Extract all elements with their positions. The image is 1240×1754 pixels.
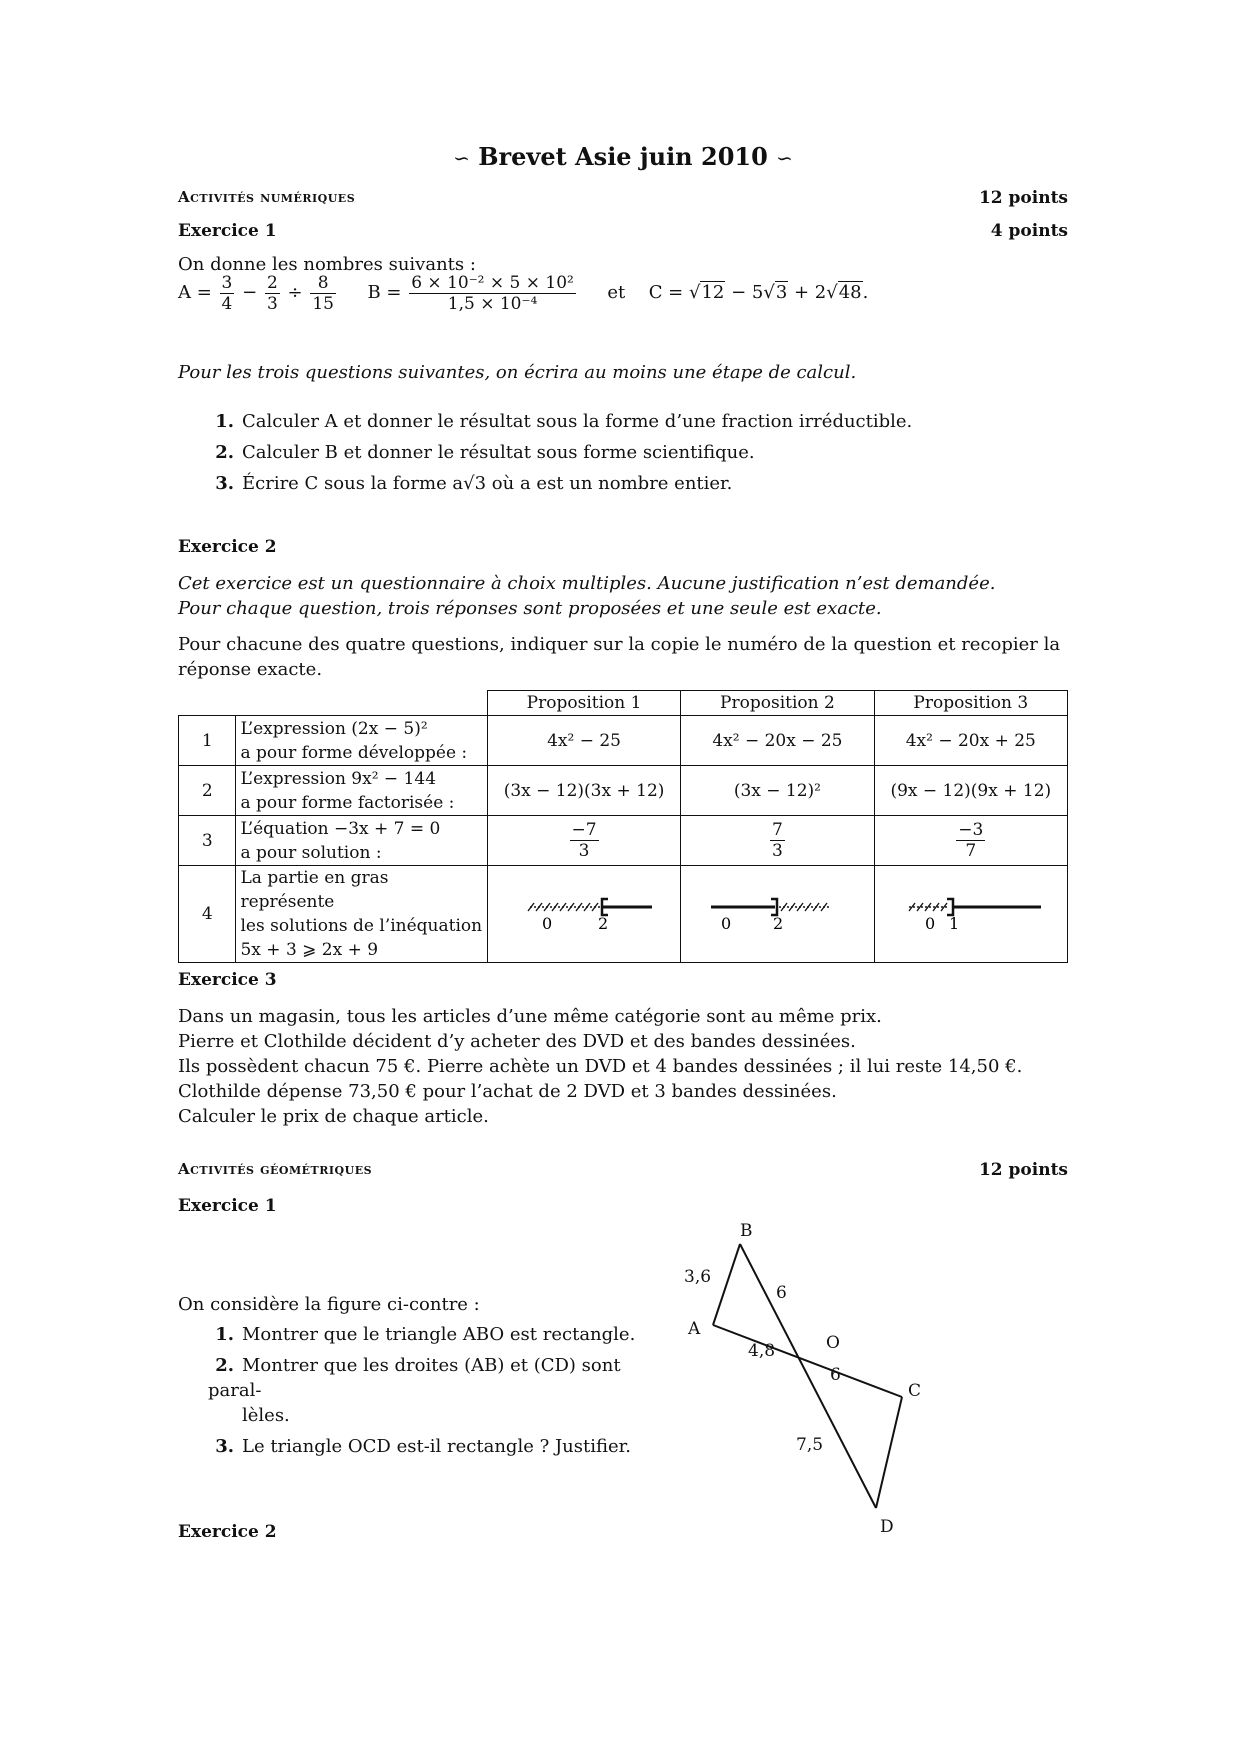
- num-ex2-intro2: Pour chaque question, trois réponses sont proposées et une seule est exacte.: [178, 598, 882, 619]
- segment-bd: [740, 1244, 876, 1508]
- row-number: 1: [179, 716, 236, 766]
- fraction: [220, 273, 235, 314]
- num-ex1-formulas: [178, 270, 1068, 316]
- formula-c-mid2: + 2√: [788, 282, 838, 303]
- cell-line: les solutions de l’inéquation: [240, 916, 483, 936]
- length-label-od: 7,5: [796, 1435, 824, 1455]
- row-number: 3: [179, 816, 236, 866]
- question-number: 3.: [215, 473, 234, 494]
- question-number: 1.: [215, 1324, 234, 1345]
- point-label-c: C: [908, 1381, 922, 1401]
- fraction-den: 3: [266, 293, 278, 314]
- table-header: Proposition 2: [681, 691, 874, 716]
- fraction: [409, 273, 576, 314]
- question-number: 2.: [215, 442, 234, 463]
- tick-label: 0: [721, 913, 732, 933]
- sqrt-radicand: 48: [838, 282, 862, 303]
- num-ex2-instruction: Pour chacune des quatre questions, indiquer sur la copie le numéro de la question et recopier la réponse exacte.: [178, 634, 1061, 680]
- ornament-left-icon: ∽: [453, 146, 470, 170]
- cell-line: L’expression 9x² − 144: [240, 768, 437, 789]
- num-ex3-line: Pierre et Clothilde décident d’y acheter des DVD et des bandes dessinées.: [178, 1031, 856, 1052]
- table-cell: [236, 691, 487, 716]
- table-row: [179, 716, 1068, 766]
- geometric-section-heading: [178, 1160, 1068, 1178]
- number-line-2: [697, 889, 857, 935]
- table-cell: [874, 816, 1067, 866]
- sqrt-radicand: 3: [775, 282, 788, 303]
- point-label-d: D: [880, 1517, 894, 1537]
- num-ex1-intro: On donne les nombres suivants :: [178, 254, 476, 275]
- qcm-table: [178, 690, 1068, 963]
- point-label-o: O: [826, 1333, 840, 1353]
- list-item: [208, 1322, 678, 1347]
- hatch-marks: [528, 903, 598, 911]
- table-header: Proposition 3: [874, 691, 1067, 716]
- formula-b-lhs: B =: [367, 282, 402, 303]
- length-label-oc: 6: [830, 1365, 841, 1385]
- table-row: [179, 766, 1068, 816]
- cell-line: L’expression (2x − 5)²: [240, 718, 428, 739]
- title-text: Brevet Asie juin 2010: [478, 142, 768, 171]
- operator: −: [242, 282, 258, 303]
- bracket: [947, 899, 953, 915]
- question-text: Calculer A et donner le résultat sous la forme d’une fraction irréductible.: [242, 411, 913, 432]
- segment-cd: [876, 1397, 902, 1508]
- question-text: Montrer que les droites (AB) et (CD) sont paral-: [208, 1355, 621, 1401]
- row-number: 4: [179, 866, 236, 963]
- numeric-heading-text: Activités numériques: [178, 188, 356, 206]
- cell-line: La partie en gras représente: [240, 868, 389, 912]
- numeric-points: 12 points: [978, 188, 1068, 208]
- cell-line: 5x + 3 ⩾ 2x + 9: [240, 940, 379, 960]
- fraction-den: 15: [312, 293, 334, 314]
- list-item: [208, 1434, 678, 1459]
- point-label-b: B: [740, 1221, 753, 1241]
- table-cell: (3x − 12)²: [681, 766, 874, 816]
- num-ex2-title-text: Exercice 2: [178, 537, 277, 557]
- num-ex3-title-text: Exercice 3: [178, 970, 277, 990]
- geo-ex1-title-text: Exercice 1: [178, 1196, 277, 1216]
- list-item: [208, 1353, 678, 1428]
- geometric-heading-text: Activités géométriques: [178, 1160, 373, 1178]
- table-cell: [681, 866, 874, 963]
- cell-line: L’équation −3x + 7 = 0: [240, 818, 441, 839]
- fraction: [310, 273, 336, 314]
- operator: ÷: [287, 282, 303, 303]
- fraction-den: 4: [221, 293, 233, 314]
- question-number: 1.: [215, 411, 234, 432]
- num-ex3-line: Dans un magasin, tous les articles d’une même catégorie sont au même prix.: [178, 1006, 882, 1027]
- geometric-points: 12 points: [978, 1160, 1068, 1180]
- num-ex1-instruction: Pour les trois questions suivantes, on écrira au moins une étape de calcul.: [178, 362, 857, 383]
- formula-c-mid: − 5√: [725, 282, 775, 303]
- length-label-ab: 3,6: [684, 1267, 712, 1287]
- geo-ex1-questions: [208, 1322, 678, 1465]
- question-text: Montrer que le triangle ABO est rectangle.: [242, 1324, 636, 1345]
- question-text: lèles.: [242, 1405, 290, 1426]
- geo-ex2-title-text: Exercice 2: [178, 1522, 277, 1542]
- ornament-right-icon: ∽: [776, 146, 793, 170]
- list-item: [208, 471, 912, 496]
- fraction: [570, 820, 599, 861]
- sqrt-radicand: 12: [701, 282, 725, 303]
- question-number: 3.: [215, 1436, 234, 1457]
- geo-ex2-title: [178, 1522, 1068, 1542]
- num-ex3-line: Calculer le prix de chaque article.: [178, 1106, 489, 1127]
- tick-label: 2: [598, 913, 609, 933]
- num-ex1-title: [178, 221, 1068, 241]
- point-label-a: A: [688, 1319, 701, 1339]
- fraction-num: 7: [772, 820, 783, 840]
- table-cell: [236, 766, 487, 816]
- numeric-section-heading: [178, 188, 1068, 206]
- question-text: Le triangle OCD est-il rectangle ? Justifier.: [242, 1436, 631, 1457]
- tick-label: 1: [948, 913, 959, 933]
- row-number: 2: [179, 766, 236, 816]
- geometry-figure: [668, 1210, 1048, 1550]
- num-ex2-title: [178, 537, 1068, 557]
- num-ex3-line: Ils possèdent chacun 75 €. Pierre achète un DVD et 4 bandes dessinées ; il lui reste 14,50 €.: [178, 1056, 1023, 1077]
- num-ex1-questions: [208, 409, 912, 502]
- table-cell: [236, 816, 487, 866]
- table-cell: [236, 866, 487, 963]
- table-cell: [179, 691, 236, 716]
- list-item: [208, 409, 912, 434]
- question-text: Écrire C sous la forme a√3 où a est un nombre entier.: [242, 473, 733, 494]
- table-cell: (9x − 12)(9x + 12): [874, 766, 1067, 816]
- fraction-num: −3: [958, 820, 984, 840]
- cell-line: a pour forme développée :: [240, 742, 468, 763]
- table-cell: [487, 866, 680, 963]
- num-ex1-title-text: Exercice 1: [178, 221, 277, 241]
- table-cell: [487, 816, 680, 866]
- table-row: [179, 816, 1068, 866]
- segment-ac: [713, 1325, 902, 1397]
- cell-line: a pour forme factorisée :: [240, 792, 455, 813]
- formula-c-end: .: [862, 282, 869, 303]
- table-cell: [874, 866, 1067, 963]
- formula-a-lhs: A =: [178, 282, 212, 303]
- number-line-3: [891, 889, 1051, 935]
- fraction-den: 1,5 × 10⁻⁴: [447, 293, 538, 314]
- fraction: [770, 820, 785, 861]
- tick-label: 0: [924, 913, 935, 933]
- cell-line: a pour solution :: [240, 842, 382, 863]
- fraction: [956, 820, 985, 861]
- length-label-bo: 6: [776, 1283, 787, 1303]
- table-cell: (3x − 12)(3x + 12): [487, 766, 680, 816]
- table-cell: [681, 816, 874, 866]
- number-line-1: [504, 889, 664, 935]
- fraction-num: −7: [571, 820, 597, 840]
- length-label-ao: 4,8: [748, 1341, 776, 1361]
- num-ex3-title: [178, 970, 1068, 990]
- page-title: [178, 142, 1068, 171]
- tick-label: 2: [773, 913, 784, 933]
- formula-et: et: [607, 282, 626, 303]
- fraction-num: 8: [310, 273, 336, 294]
- fraction-den: 3: [578, 841, 590, 861]
- tick-label: 0: [542, 913, 553, 933]
- table-cell: 4x² − 20x − 25: [681, 716, 874, 766]
- fraction-num: 6 × 10⁻² × 5 × 10²: [411, 272, 574, 293]
- fraction: [265, 273, 280, 314]
- num-ex3-line: Clothilde dépense 73,50 € pour l’achat de 2 DVD et 3 bandes dessinées.: [178, 1081, 837, 1102]
- table-row: [179, 691, 1068, 716]
- table-cell: [236, 716, 487, 766]
- list-item: [208, 440, 912, 465]
- table-cell: 4x² − 20x + 25: [874, 716, 1067, 766]
- num-ex2-intro1: Cet exercice est un questionnaire à choix multiples. Aucune justification n’est demandée.: [178, 573, 996, 594]
- question-text: Calculer B et donner le résultat sous forme scientifique.: [242, 442, 755, 463]
- table-header: Proposition 1: [487, 691, 680, 716]
- fraction-num: 2: [266, 272, 278, 293]
- fraction-num: 3: [221, 272, 233, 293]
- num-ex1-points: 4 points: [990, 221, 1068, 241]
- geo-ex1-intro: On considère la figure ci-contre :: [178, 1294, 480, 1315]
- fraction-den: 3: [772, 841, 783, 861]
- question-number: 2.: [215, 1355, 234, 1376]
- fraction-den: 7: [965, 841, 977, 861]
- segment-ab: [713, 1244, 740, 1325]
- table-row: [179, 866, 1068, 963]
- formula-c-lhs: C = √: [648, 282, 701, 303]
- table-cell: 4x² − 25: [487, 716, 680, 766]
